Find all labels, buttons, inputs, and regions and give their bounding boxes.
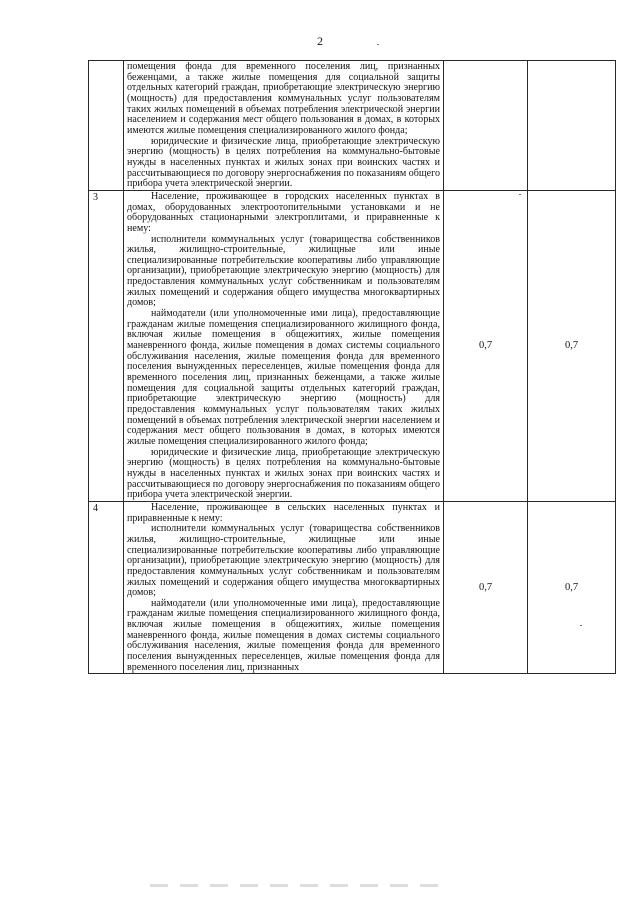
row-number: 4 <box>89 501 124 674</box>
table-row <box>89 190 616 501</box>
description-paragraph: наймодатели (или уполномоченные ими лица), предоставляющие гражданам жилые помещения специализированного жилищного фонда, включая жилые помещения в общежитиях, жилые помещения маневренного фонда, жилые помещения в домах системы социального обслуживания населения, жилые помещения фонда для временного поселения вынужденных переселенцев, жилые помещения фонда для временного поселения лиц, признанных <box>127 597 440 673</box>
row-value2: 0,7 <box>528 190 616 501</box>
tariff-table-body <box>89 61 616 674</box>
scan-speck <box>377 44 379 45</box>
description-paragraph: исполнители коммунальных услуг (товарищества собственников жилья, жилищно-строительные, жилищные или иные специализированные потребительские кооперативы либо управляющие организации), приобретающие электрическую энергию (мощность) для предоставления коммунальных услуг собственникам и пользователям жилых помещений и содержания общего имущества многоквартирных домов; <box>127 523 440 599</box>
description-paragraph: юридические и физические лица, приобретающие электрическую энергию (мощность) в целях потребления на коммунально-бытовые нужды в населенных пунктах и жилых зонах при воинских частях и рассчитывающиеся по договору энергоснабжения по показаниям общего прибора учета электрической энергии. <box>127 446 440 501</box>
description-paragraph: исполнители коммунальных услуг (товарищества собственников жилья, жилищно-строительные, жилищные или иные специализированные потребительские кооперативы либо управляющие организации), приобретающие электрическую энергию (мощность) для предоставления коммунальных услуг собственникам и пользователям жилых помещений и содержания общего имущества многоквартирных домов; <box>127 233 440 309</box>
description-paragraph: помещения фонда для временного поселения лиц, признанных беженцами, а также жилые помещения для социальной защиты отдельных категорий граждан, приобретающие электрическую энергию (мощность) для предоставления коммунальных услуг пользователям таких жилых помещений в объемах потребления электрической энергии населением и содержания мест общего пользования в домах, в которых имеются жилые помещения специализированного жилого фонда; <box>127 61 440 136</box>
description-paragraph: наймодатели (или уполномоченные ими лица), предоставляющие гражданам жилые помещения специализированного жилищного фонда, включая жилые помещения в общежитиях, жилые помещения маневренного фонда, жилые помещения в домах системы социального обслуживания населения, жилые помещения фонда для временного поселения вынужденных переселенцев, жилые помещения фонда для временного поселения лиц, признанных беженцами, а также жилые помещения для социальной защиты отдельных категорий граждан, приобретающие электрическую энергию (мощность) для предоставления коммунальных услуг пользователям таких жилых помещений в объемах потребления электрической энергии населением и содержания мест общего пользования в домах, в которых имеются жилые помещения специализированного жилого фонда; <box>127 308 440 447</box>
scan-speck <box>580 625 582 626</box>
description-paragraph: юридические и физические лица, приобретающие электрическую энергию (мощность) в целях потребления на коммунально-бытовые нужды в населенных пунктах и жилых зонах при воинских частях и рассчитывающиеся по договору энергоснабжения по показаниям общего прибора учета электрической энергии. <box>127 135 440 190</box>
table-row <box>89 501 616 674</box>
row-value1: 0,7 <box>444 190 528 501</box>
row-value2: 0,7 <box>528 501 616 674</box>
scan-artifact <box>150 884 450 887</box>
row-description <box>124 190 444 501</box>
row-description <box>124 61 444 191</box>
row-value1 <box>444 61 528 191</box>
tariff-table <box>88 60 616 674</box>
row-description <box>124 501 444 674</box>
row-value2 <box>528 61 616 191</box>
scan-speck <box>519 194 521 195</box>
row-number: 3 <box>89 190 124 501</box>
row-value1: 0,7 <box>444 501 528 674</box>
description-paragraph: Население, проживающее в сельских населенных пунктах и приравненные к нему: <box>127 501 440 524</box>
table-row <box>89 61 616 191</box>
description-paragraph: Население, проживающее в городских населенных пунктах в домах, оборудованных электроотопительными установками и не оборудованных стационарными электроплитами, и приравненные к нему: <box>127 190 440 234</box>
page-number: 2 <box>317 34 323 48</box>
row-number <box>89 61 124 191</box>
